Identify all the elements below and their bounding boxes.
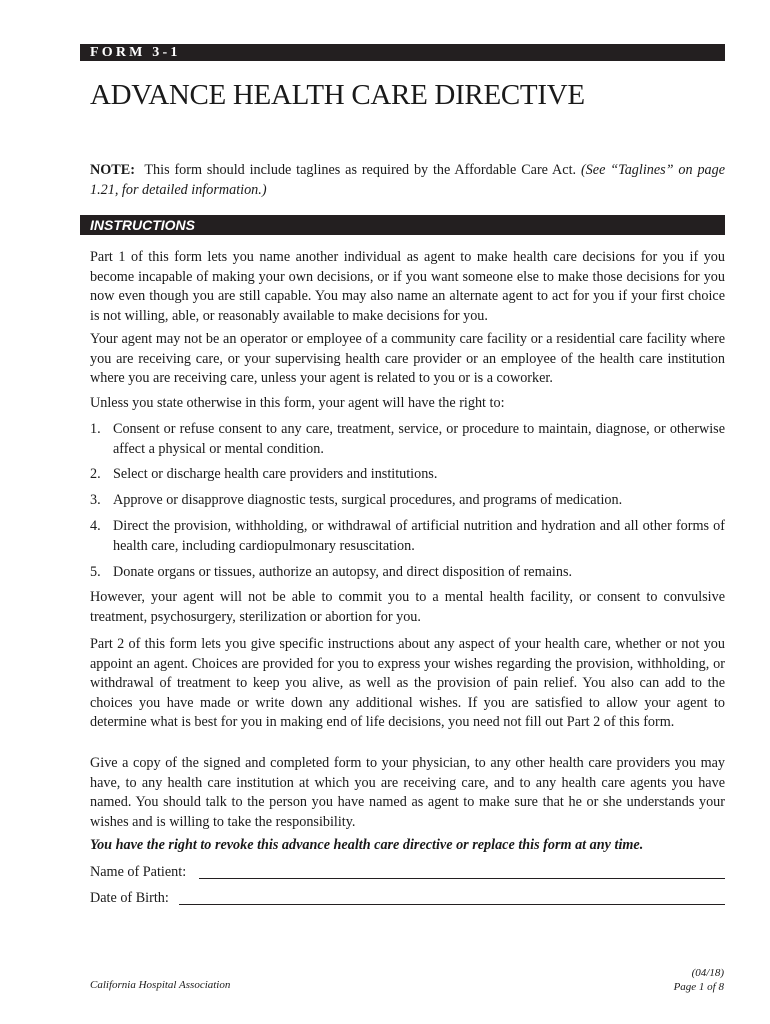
list-number: 3. — [90, 492, 101, 508]
revoke-statement: You have the right to revoke this advance health care directive or replace this form at any time. — [90, 837, 644, 853]
list-text: Consent or refuse consent to any care, treatment, service, or procedure to maintain, diagnose, or otherwise affect a physical or mental condition. — [113, 421, 725, 457]
rights-list-item — [90, 563, 725, 583]
instructions-heading-bar — [80, 215, 725, 235]
rights-list-item — [90, 420, 725, 459]
date-of-birth-input[interactable] — [179, 904, 725, 905]
instructions-paragraph-4: However, your agent will not be able to commit you to a mental health facility, or consent to convulsive treatment, psychosurgery, sterilization or abortion for you. — [90, 589, 725, 625]
date-of-birth-label: Date of Birth: — [90, 890, 169, 906]
instructions-paragraph-1: Part 1 of this form lets you name another individual as agent to make health care decisions for you if you become incapable of making your own decisions, or if you want someone else to make those decisions for you now even though you are still capable. You may also name an alternate agent to act for you if your first choice is not willing, able, or reasonably available to make decisions for you. — [90, 249, 725, 324]
page-number: Page 1 of 8 — [673, 981, 724, 993]
patient-name-label: Name of Patient: — [90, 864, 187, 880]
patient-name-field — [90, 862, 725, 882]
list-number: 5. — [90, 564, 101, 580]
rights-list-item — [90, 465, 725, 485]
note-text: This form should include taglines as required by the Affordable Care Act. — [144, 162, 577, 178]
instructions-paragraph-2: Your agent may not be an operator or employee of a community care facility or a residential care facility where you are receiving care, or your supervising health care provider or an employee of the health care institution where you are receiving care, unless your agent is related to you or is a coworker. — [90, 331, 725, 386]
list-text: Select or discharge health care providers and institutions. — [113, 466, 438, 482]
list-text: Direct the provision, withholding, or withdrawal of artificial nutrition and hydration and all other forms of health care, including cardiopulmonary resuscitation. — [113, 518, 725, 554]
list-text: Donate organs or tissues, authorize an autopsy, and direct disposition of remains. — [113, 564, 573, 580]
note-reference: (See “Taglines” on page 1.21, for detailed information.) — [90, 162, 726, 198]
instructions-heading: INSTRUCTIONS — [90, 217, 195, 233]
rights-list-item — [90, 491, 725, 511]
instructions-paragraph-3: Unless you state otherwise in this form, your agent will have the right to: — [90, 395, 505, 411]
footer-page-info — [674, 966, 724, 994]
note-label: NOTE: — [90, 162, 135, 178]
patient-name-input[interactable] — [199, 878, 725, 879]
footer-organization: California Hospital Association — [90, 979, 231, 991]
list-number: 2. — [90, 466, 101, 482]
form-number: FORM 3-1 — [90, 45, 181, 60]
list-text: Approve or disapprove diagnostic tests, surgical procedures, and programs of medication. — [113, 492, 623, 508]
note-paragraph — [90, 160, 725, 200]
list-number: 1. — [90, 421, 101, 437]
instructions-paragraph-5: Part 2 of this form lets you give specific instructions about any aspect of your health care, whether or not you appoint an agent. Choices are provided for you to express your wishes regarding the provision, withholding, or withdrawal of treatment to keep you alive, as well as the provision of pain relief. You also can add to the choices you have made or write down any additional wishes. If you are satisfied to allow your agent to determine what is best for you in making end of life decisions, you need not fill out Part 2 of this form. — [90, 636, 725, 730]
instructions-paragraph-6: Give a copy of the signed and completed form to your physician, to any other health care providers you may have, to any health care institution at which you are receiving care, and to any health care agents you have named. You should talk to the person you have named as agent to make sure that he or she understands your wishes and is willing to take the responsibility. — [90, 755, 725, 830]
date-of-birth-field — [90, 888, 725, 908]
list-number: 4. — [90, 518, 101, 534]
revision-date: (04/18) — [691, 967, 724, 979]
form-number-bar — [80, 44, 725, 61]
document-title: ADVANCE HEALTH CARE DIRECTIVE — [90, 79, 585, 111]
rights-list-item — [90, 517, 725, 556]
